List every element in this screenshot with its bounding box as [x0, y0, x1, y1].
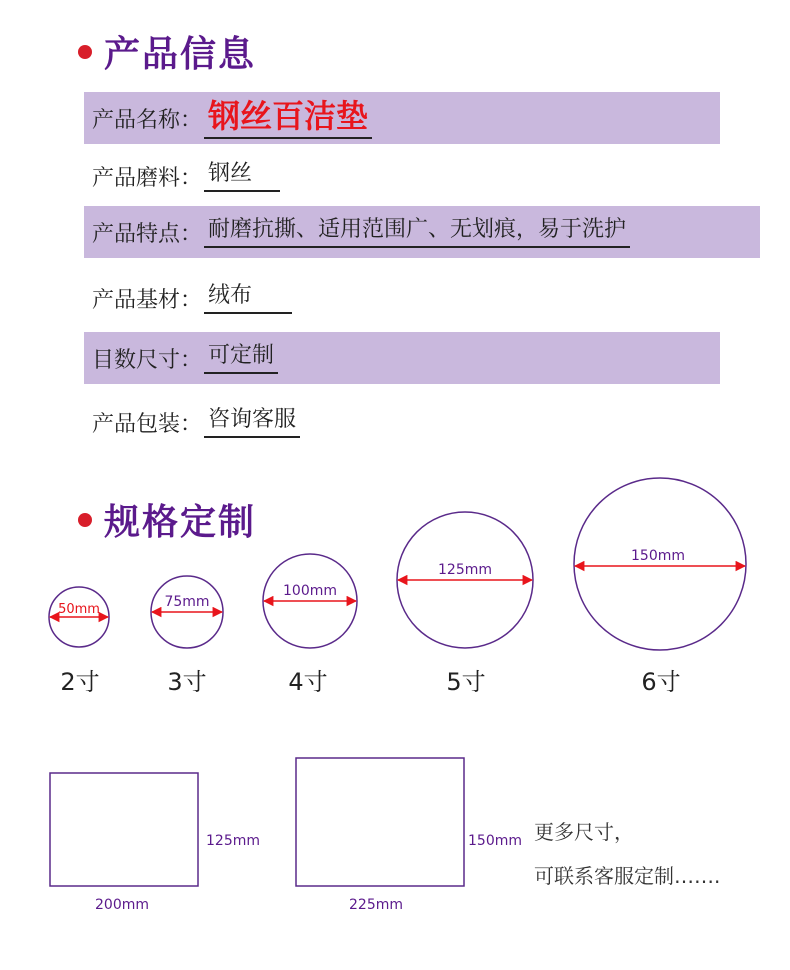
info-section-title: 产品信息: [104, 34, 257, 75]
diameter-label: 125mm: [438, 562, 492, 578]
rect-diagram-2: [296, 758, 522, 913]
circle-diagram-4: [397, 512, 533, 696]
base-value: 绒布: [204, 282, 292, 314]
diameter-label: 100mm: [283, 583, 337, 599]
circle-outline: [574, 478, 746, 650]
size-label: 4寸: [288, 668, 328, 696]
circle-diagram-2: [151, 576, 223, 696]
rect-diagram-1: [50, 773, 260, 913]
name-value: 钢丝百洁垫: [204, 97, 372, 139]
name-label: 产品名称：: [92, 107, 203, 133]
diameter-label: 150mm: [631, 548, 685, 564]
packaging-label: 产品包装：: [92, 411, 203, 437]
size-label: 2寸: [60, 668, 100, 696]
base-label: 产品基材：: [92, 287, 203, 313]
diameter-label: 75mm: [164, 594, 210, 610]
circle-diagram-5: [574, 478, 746, 696]
width-label: 200mm: [95, 897, 149, 913]
circle-diagram-1: [49, 587, 109, 696]
size-label: 3寸: [167, 668, 207, 696]
abrasive-label: 产品磨料：: [92, 165, 203, 191]
diameter-label: 50mm: [58, 602, 100, 617]
size-value: 可定制: [204, 342, 278, 374]
features-label: 产品特点：: [92, 221, 203, 247]
more-sizes-line1: 更多尺寸，: [534, 820, 634, 844]
size-label: 目数尺寸：: [92, 347, 203, 373]
circle-diagram-3: [263, 554, 357, 696]
width-label: 225mm: [349, 897, 403, 913]
spec-section-title: 规格定制: [104, 502, 257, 543]
rect-outline: [50, 773, 198, 886]
size-label: 5寸: [446, 668, 486, 696]
packaging-value: 咨询客服: [204, 406, 300, 438]
rect-outline: [296, 758, 464, 886]
features-value: 耐磨抗撕、适用范围广、无划痕，易于洗护: [204, 216, 630, 248]
abrasive-value: 钢丝: [204, 160, 280, 192]
more-sizes-line2: 可联系客服定制…….: [534, 864, 721, 888]
height-label: 125mm: [206, 833, 260, 849]
height-label: 150mm: [468, 833, 522, 849]
size-label: 6寸: [641, 668, 681, 696]
